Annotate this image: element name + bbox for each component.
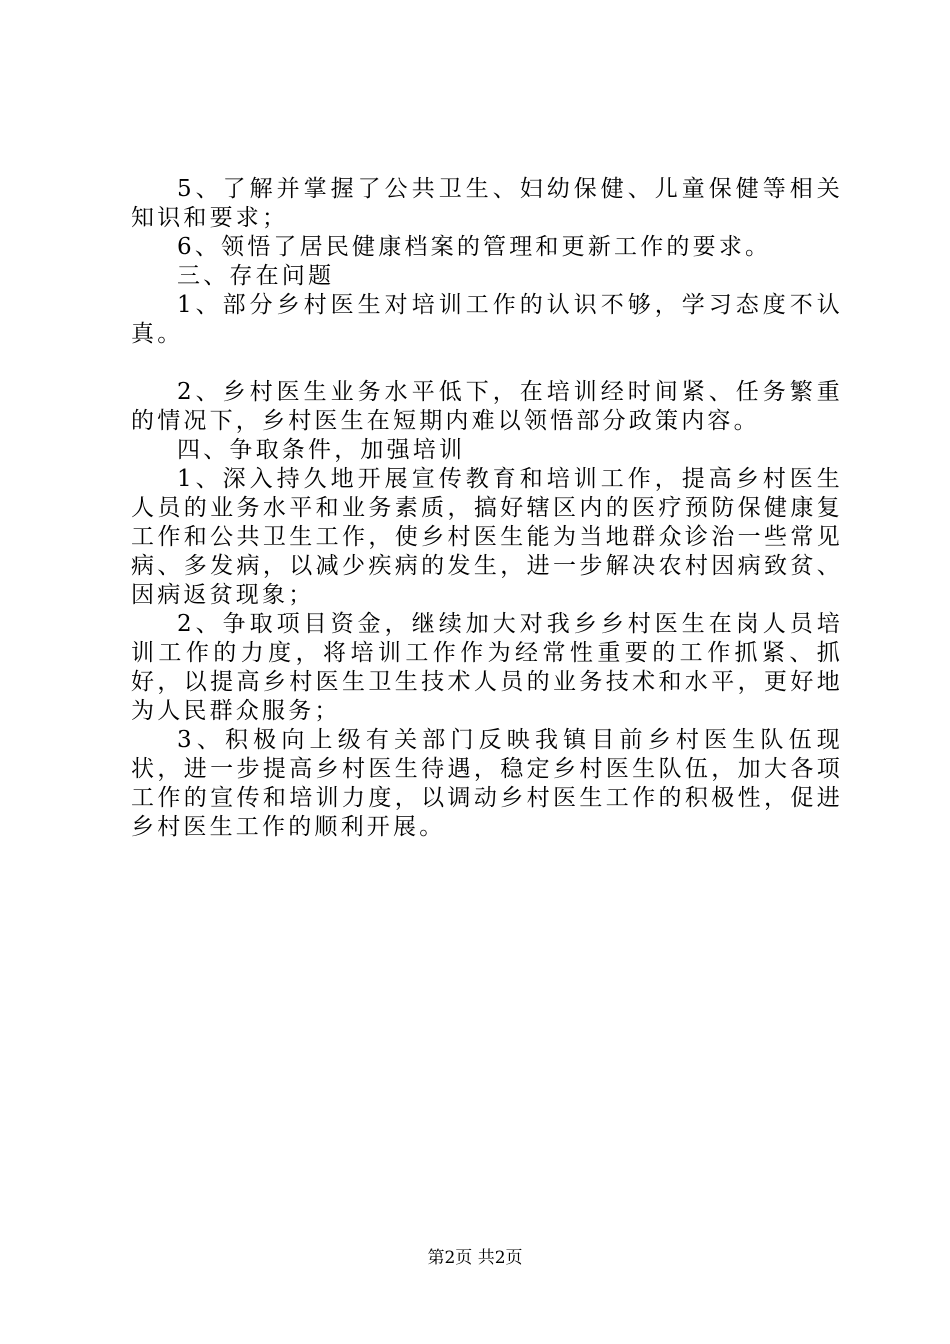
section-heading-training: 四、争取条件，加强培训 xyxy=(177,437,466,463)
paragraph-item-6: 6、领悟了居民健康档案的管理和更新工作的要求。 xyxy=(177,234,772,260)
paragraph-problem-2: 2、乡村医生业务水平低下，在培训经时间紧、任务繁重的情况下，乡村医生在短期内难以领悟部分政策内容。 xyxy=(131,379,843,434)
paragraph-training-3: 3、积极向上级有关部门反映我镇目前乡村医生队伍现状，进一步提高乡村医生待遇，稳定乡村医生队伍，加大各项工作的宣传和培训力度，以调动乡村医生工作的积极性，促进乡村医生工作的顺利开展。 xyxy=(131,727,843,840)
paragraph-problem-1: 1、部分乡村医生对培训工作的认识不够，学习态度不认真。 xyxy=(131,292,843,347)
page-footer: 第2页 共2页 xyxy=(427,1248,523,1268)
document-body xyxy=(131,175,843,842)
paragraph-training-2: 2、争取项目资金，继续加大对我乡乡村医生在岗人员培训工作的力度，将培训工作作为经常性重要的工作抓紧、抓好，以提高乡村医生卫生技术人员的业务技术和水平，更好地为人民群众服务； xyxy=(131,611,843,724)
paragraph-training-1: 1、深入持久地开展宣传教育和培训工作，提高乡村医生人员的业务水平和业务素质，搞好辖区内的医疗预防保健康复工作和公共卫生工作，使乡村医生能为当地群众诊治一些常见病、多发病，以减少疾病的发生，进一步解决农村因病致贫、因病返贫现象； xyxy=(131,466,843,608)
paragraph-item-5: 5、了解并掌握了公共卫生、妇幼保健、儿童保健等相关知识和要求； xyxy=(131,176,843,231)
section-heading-problems: 三、存在问题 xyxy=(177,263,335,289)
